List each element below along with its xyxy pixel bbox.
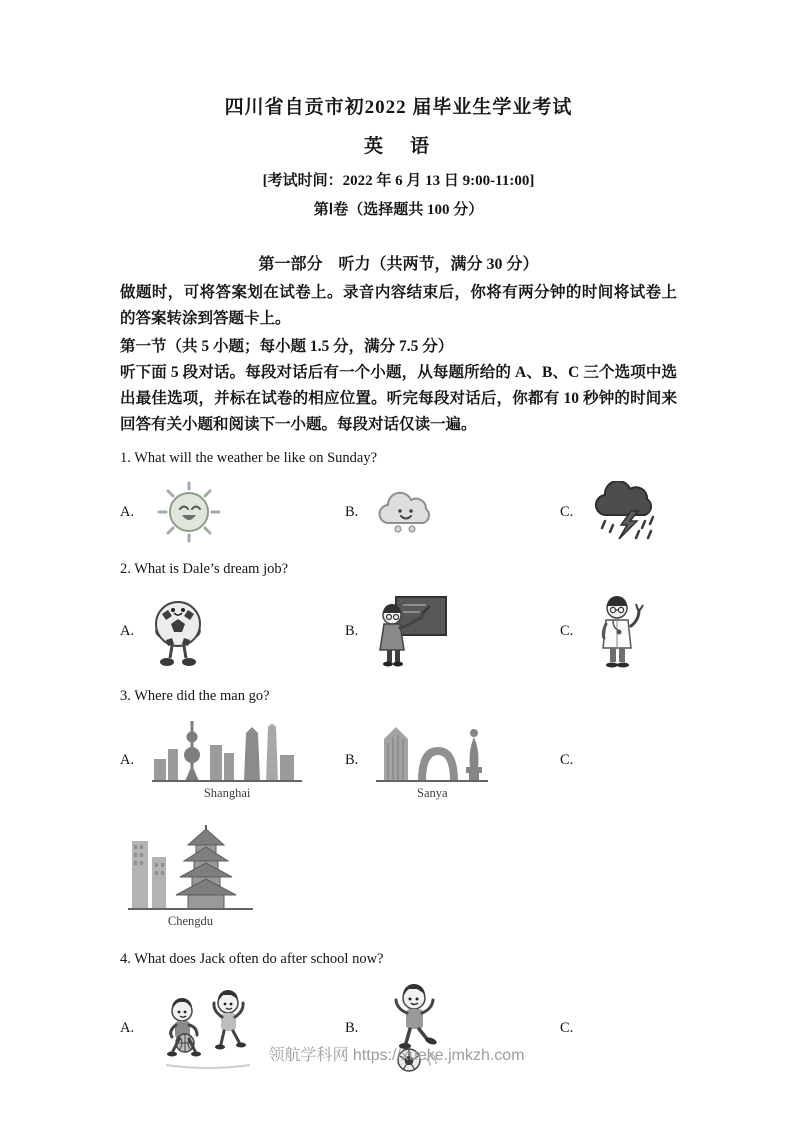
q3-option-b [345,719,560,801]
smiling-cloud-icon [376,487,434,537]
q3-option-a [120,719,345,801]
listening-note: 做题时，可将答案划在试卷上。录音内容结束后，你将有两分钟的时间将试卷上的答案转涂到答题卡上。 [120,284,677,328]
option-label-b: B. [345,751,359,768]
question-4-text: 4. What does Jack often do after school now? [120,951,384,968]
q2-option-a [120,592,345,670]
sanya-image-block [376,719,488,801]
question-3-options [120,719,677,801]
question-1 [120,448,677,543]
exam-time: [考试时间：2022 年 6 月 13 日 9:00-11:00] [262,173,535,189]
question-1-options [120,481,677,543]
q1-option-a [120,481,345,543]
question-2-text: 2. What is Dale’s dream job? [120,561,289,578]
option-label-c: C. [560,622,574,639]
question-3 [120,686,677,939]
q3-option-c [560,752,677,769]
subject-title: 英 语 [363,136,433,157]
caption-shanghai: Shanghai [203,786,251,801]
caption-chengdu: Chengdu [167,914,214,929]
volume-title: 第Ⅰ卷（选择题共 100 分） [313,202,484,218]
storm-cloud-icon [591,481,669,543]
option-label-a: A. [120,622,135,639]
section-one-title: 第一节（共 5 小题；每小题 1.5 分，满分 7.5 分） [120,338,454,356]
shanghai-image-block [152,719,302,801]
option-label-c: C. [560,503,574,520]
part-one-title: 第一部分 听力（共两节，满分 30 分） [258,256,539,273]
option-label-b: B. [345,1019,359,1036]
q1-option-b [345,487,560,537]
chengdu-pagoda-icon [128,823,253,911]
smiling-sun-icon [152,481,226,543]
q4-option-c [560,1020,677,1037]
question-3-text: 3. Where did the man go? [120,688,270,705]
watermark-text: 领航学科网 https://xueke.jmkzh.com [268,1047,525,1064]
q2-option-c [560,592,677,670]
option-label-b: B. [345,503,359,520]
question-2-options [120,592,677,670]
question-2 [120,559,677,670]
option-label-c: C. [560,751,574,768]
option-label-a: A. [120,503,135,520]
shanghai-skyline-icon [152,719,302,783]
section-one-note: 听下面 5 段对话。每段对话后有一个小题，从每题所给的 A、B、C 三个选项中选出最佳选项，并标在试卷的相应位置。听完每段对话后，你都有 10 秒钟的时间来回答有关小题和阅读下一小题。每段对话仅读一遍。 [120,364,677,434]
question-1-text: 1. What will the weather be like on Sunday? [120,450,378,467]
q2-option-b [345,593,560,669]
football-player-icon [152,592,204,670]
caption-sanya: Sanya [417,786,448,801]
doctor-icon [591,592,647,670]
option-label-c: C. [560,1019,574,1036]
page-title: 四川省自贡市初2022 届毕业生学业考试 [224,97,573,118]
option-label-a: A. [120,1019,135,1036]
sanya-landmarks-icon [376,719,488,783]
q1-option-c [560,481,677,543]
option-label-a: A. [120,751,135,768]
chengdu-image-block [128,823,253,929]
teacher-at-blackboard-icon [376,593,448,669]
option-label-b: B. [345,622,359,639]
